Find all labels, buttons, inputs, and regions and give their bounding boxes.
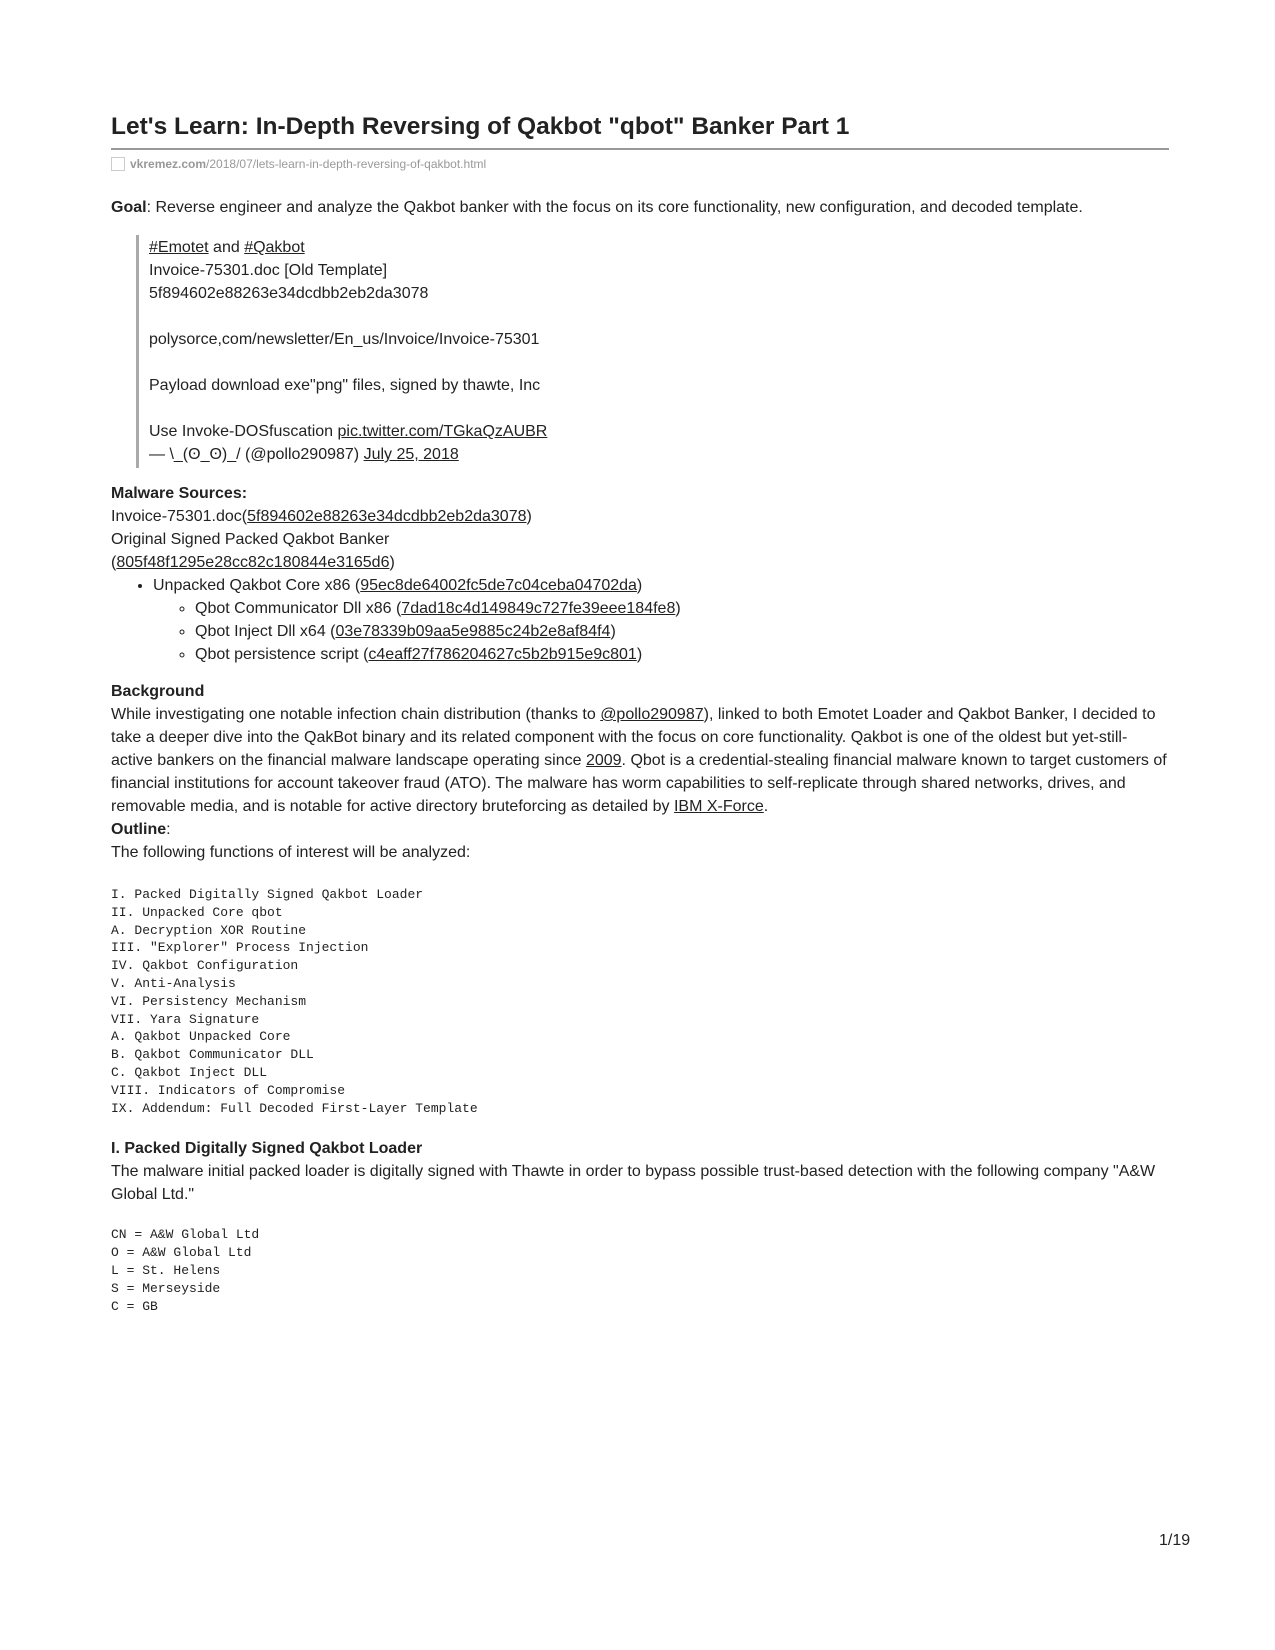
source-domain[interactable]: vkremez.com xyxy=(130,157,207,171)
item-text: ) xyxy=(610,623,616,640)
item-text: Unpacked Qakbot Core x86 ( xyxy=(153,577,361,594)
item-text: Qbot Communicator Dll x86 ( xyxy=(195,600,402,617)
tweet-line: 5f894602e88263e34dcdbb2eb2da3078 xyxy=(149,285,429,302)
hash-link[interactable]: 03e78339b09aa5e9885c24b2e8af84f4 xyxy=(335,623,611,640)
tweet-line: Payload download exe"png" files, signed by thawte, Inc xyxy=(149,377,541,394)
outline-heading: Outline xyxy=(111,821,167,838)
source-text: ) xyxy=(526,508,532,525)
section1-paragraph: The malware initial packed loader is digitally signed with Thawte in order to bypass possible trust-based detection with the following company "A&W Global Ltd." xyxy=(111,1163,1156,1204)
article xyxy=(111,112,1169,1315)
page-number: 1/19 xyxy=(1159,1532,1191,1549)
tweet-line: Invoice-75301.doc [Old Template] xyxy=(149,262,388,279)
hash-link[interactable]: c4eaff27f786204627c5b2b915e9c801 xyxy=(368,646,637,663)
tweet-line-tags xyxy=(149,236,1169,259)
outline-code-block: I. Packed Digitally Signed Qakbot Loader II. Unpacked Core qbot A. Decryption XOR Routine III. "Explorer" Process Injection IV. Qakbot Configuration V. Anti-Analysis VI. Persistency Mechanism VII. Yara Signature A. Qakbot Unpacked Core B. Qakbot Communicator DLL C. Qakbot Inject DLL VIII. Indicators of Compromise IX. Addendum: Full Decoded First-Layer Template xyxy=(111,887,478,1116)
year-2009-link[interactable]: 2009 xyxy=(585,752,622,769)
source-url xyxy=(111,155,1169,173)
certificate-code-block: CN = A&W Global Ltd O = A&W Global Ltd L = St. Helens S = Merseyside C = GB xyxy=(111,1227,260,1314)
tweet-author: — \_(ʘ_ʘ)_/ (@pollo290987) xyxy=(149,446,364,463)
source-line xyxy=(111,505,1169,528)
source-line xyxy=(111,551,1169,574)
list-item xyxy=(153,574,1169,666)
tweet-text: Use Invoke-DOSfuscation xyxy=(149,423,338,440)
source-path[interactable]: /2018/07/lets-learn-in-depth-reversing-of-qakbot.html xyxy=(206,157,487,171)
favicon-icon xyxy=(111,157,125,171)
paragraph-text: While investigating one notable infection chain distribution (thanks to xyxy=(111,706,601,723)
embedded-tweet xyxy=(136,235,1169,468)
goal-text: : Reverse engineer and analyze the Qakbot banker with the focus on its core functionality, new configuration, and decoded template. xyxy=(146,199,1083,216)
hash-link[interactable]: 5f894602e88263e34dcdbb2eb2da3078 xyxy=(247,508,527,525)
source-text: ( xyxy=(111,554,117,571)
outline-intro: The following functions of interest will be analyzed: xyxy=(111,844,471,861)
item-text: Qbot persistence script ( xyxy=(195,646,369,663)
outline-colon: : xyxy=(166,821,171,838)
source-text: ) xyxy=(389,554,395,571)
sources-sublist xyxy=(153,597,1169,666)
tweet-attribution xyxy=(149,443,1169,466)
ibm-xforce-link[interactable]: IBM X-Force xyxy=(673,798,764,815)
item-text: ) xyxy=(636,577,643,594)
hash-link[interactable]: 805f48f1295e28cc82c180844e3165d6 xyxy=(116,554,390,571)
hash-link[interactable]: 7dad18c4d149849c727fe39eee184fe8 xyxy=(401,600,676,617)
item-text: ) xyxy=(675,600,681,617)
tweet-date-link[interactable]: July 25, 2018 xyxy=(363,446,459,463)
source-line: Original Signed Packed Qakbot Banker xyxy=(111,531,390,548)
hash-link[interactable]: 95ec8de64002fc5de7c04ceba04702da xyxy=(360,577,637,594)
section1-heading: I. Packed Digitally Signed Qakbot Loader xyxy=(111,1140,423,1158)
paragraph-text: . Qbot is a credential-stealing financial malware known to target customers of financial institutions for account takeover fraud (ATO). The malware has worm capabilities to self-replicate through shared networks, drives, and removable media, and is notable for active directory bruteforcing as detailed by xyxy=(111,752,1167,815)
item-text: ) xyxy=(636,646,643,663)
background-paragraph xyxy=(111,703,1169,818)
paragraph-text: . xyxy=(763,798,769,815)
source-text: Invoice-75301.doc( xyxy=(111,508,248,525)
tweet-pic-link[interactable]: pic.twitter.com/TGkaQzAUBR xyxy=(337,423,548,440)
hashtag-qakbot-link[interactable]: #Qakbot xyxy=(244,239,305,256)
list-item xyxy=(195,597,1169,620)
item-text: Qbot Inject Dll x64 ( xyxy=(195,623,336,640)
page-title: Let's Learn: In-Depth Reversing of Qakbot "qbot" Banker Part 1 xyxy=(111,112,1169,150)
goal-label: Goal xyxy=(111,199,147,216)
background-heading: Background xyxy=(111,683,205,700)
paragraph-text: ), linked to both Emotet Loader and Qakbot Banker, I decided to take a deeper dive into the QakBot binary and its related component with the focus on core functionality. Qakbot is one of the oldest but yet-still-active bankers on the financial malware landscape operating since xyxy=(111,706,1156,769)
pollo-link[interactable]: @pollo290987 xyxy=(600,706,704,723)
malware-sources-heading: Malware Sources: xyxy=(111,485,248,502)
hashtag-emotet-link[interactable]: #Emotet xyxy=(149,239,209,256)
list-item xyxy=(195,643,1169,666)
tweet-and: and xyxy=(208,239,245,256)
sources-list xyxy=(111,574,1169,666)
tweet-line xyxy=(149,420,1169,443)
outline-heading-line xyxy=(111,818,1169,841)
list-item xyxy=(195,620,1169,643)
tweet-line: polysorce,com/newsletter/En_us/Invoice/Invoice-75301 xyxy=(149,331,540,348)
goal-paragraph xyxy=(111,196,1169,219)
